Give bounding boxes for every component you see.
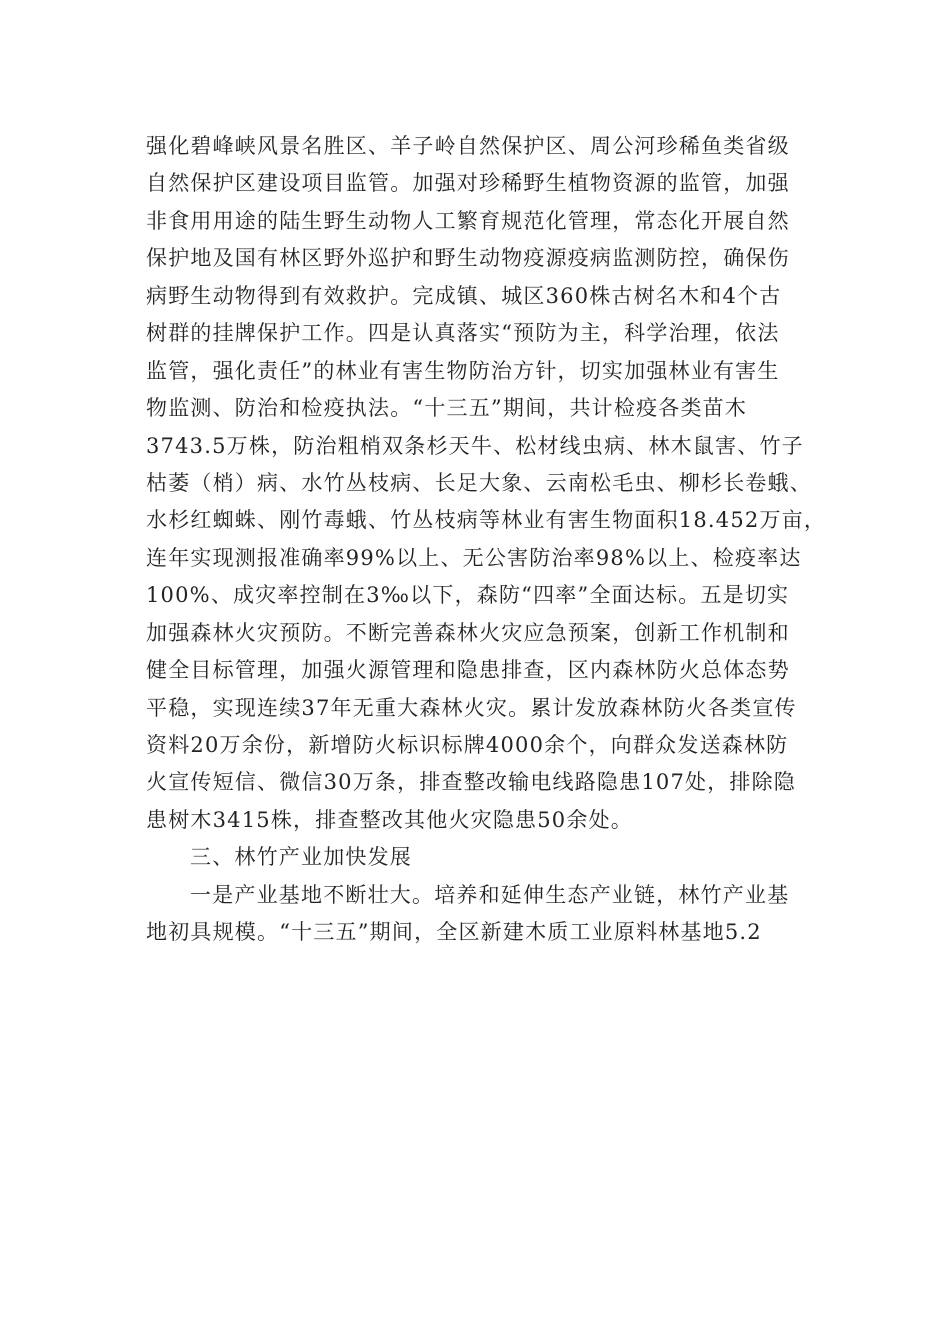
text-line: 强化碧峰峡风景名胜区、羊子岭自然保护区、周公河珍稀鱼类省级: [146, 134, 790, 158]
text-line: 自然保护区建设项目监管。加强对珍稀野生植物资源的监管，加强: [146, 171, 790, 196]
text-line: 健全目标管理，加强火源管理和隐患排查，区内森林防火总体态势: [146, 658, 790, 683]
body-text: [146, 128, 826, 952]
text-line: 监管，强化责任”的林业有害生物防治方针，切实加强林业有害生: [146, 358, 780, 383]
text-line: 连年实现测报准确率99%以上、无公害防治率98%以上、检疫率达: [146, 545, 802, 570]
text-line: 加强森林火灾预防。不断完善森林火灾应急预案，创新工作机制和: [146, 620, 790, 645]
text-line: 保护地及国有林区野外巡护和野生动物疫源疫病监测防控，确保伤: [146, 246, 790, 271]
text-line: 树群的挂牌保护工作。四是认真落实“预防为主，科学治理，依法: [146, 321, 780, 346]
section-heading: 三、林竹产业加快发展: [190, 845, 412, 870]
text-line: 100%、成灾率控制在3‰以下，森防“四率”全面达标。五是切实: [146, 583, 790, 608]
text-line: 平稳，实现连续37年无重大森林火灾。累计发放森林防火各类宣传: [146, 695, 797, 720]
text-line: 非食用用途的陆生野生动物人工繁育规范化管理，常态化开展自然: [146, 208, 790, 233]
text-line: 枯萎（梢）病、水竹丛枝病、长足大象、云南松毛虫、柳杉长卷蛾、: [146, 470, 812, 495]
text-line: 资料20万余份，新增防火标识标牌4000余个，向群众发送森林防: [146, 733, 789, 757]
text-line: 患树木3415株，排查整改其他火灾隐患50余处。: [146, 807, 633, 832]
text-line: 火宣传短信、微信30万条，排查整改输电线路隐患107处，排除隐: [146, 770, 797, 795]
text-line: 3743.5万株，防治粗梢双条杉天牛、松材线虫病、林木鼠害、竹子: [146, 433, 804, 458]
text-line: 地初具规模。“十三五”期间，全区新建木质工业原料林基地5.2: [146, 920, 762, 945]
text-line: 病野生动物得到有效救护。完成镇、城区360株古树名木和4个古: [146, 283, 782, 308]
text-line: 物监测、防治和检疫执法。“十三五”期间，共计检疫各类苗木: [146, 396, 748, 421]
paragraph-first-line: 一是产业基地不断壮大。培养和延伸生态产业链，林竹产业基: [190, 882, 790, 907]
text-line: 水杉红蜘蛛、刚竹毒蛾、竹丛枝病等林业有害生物面积18.452万亩，: [146, 508, 827, 533]
